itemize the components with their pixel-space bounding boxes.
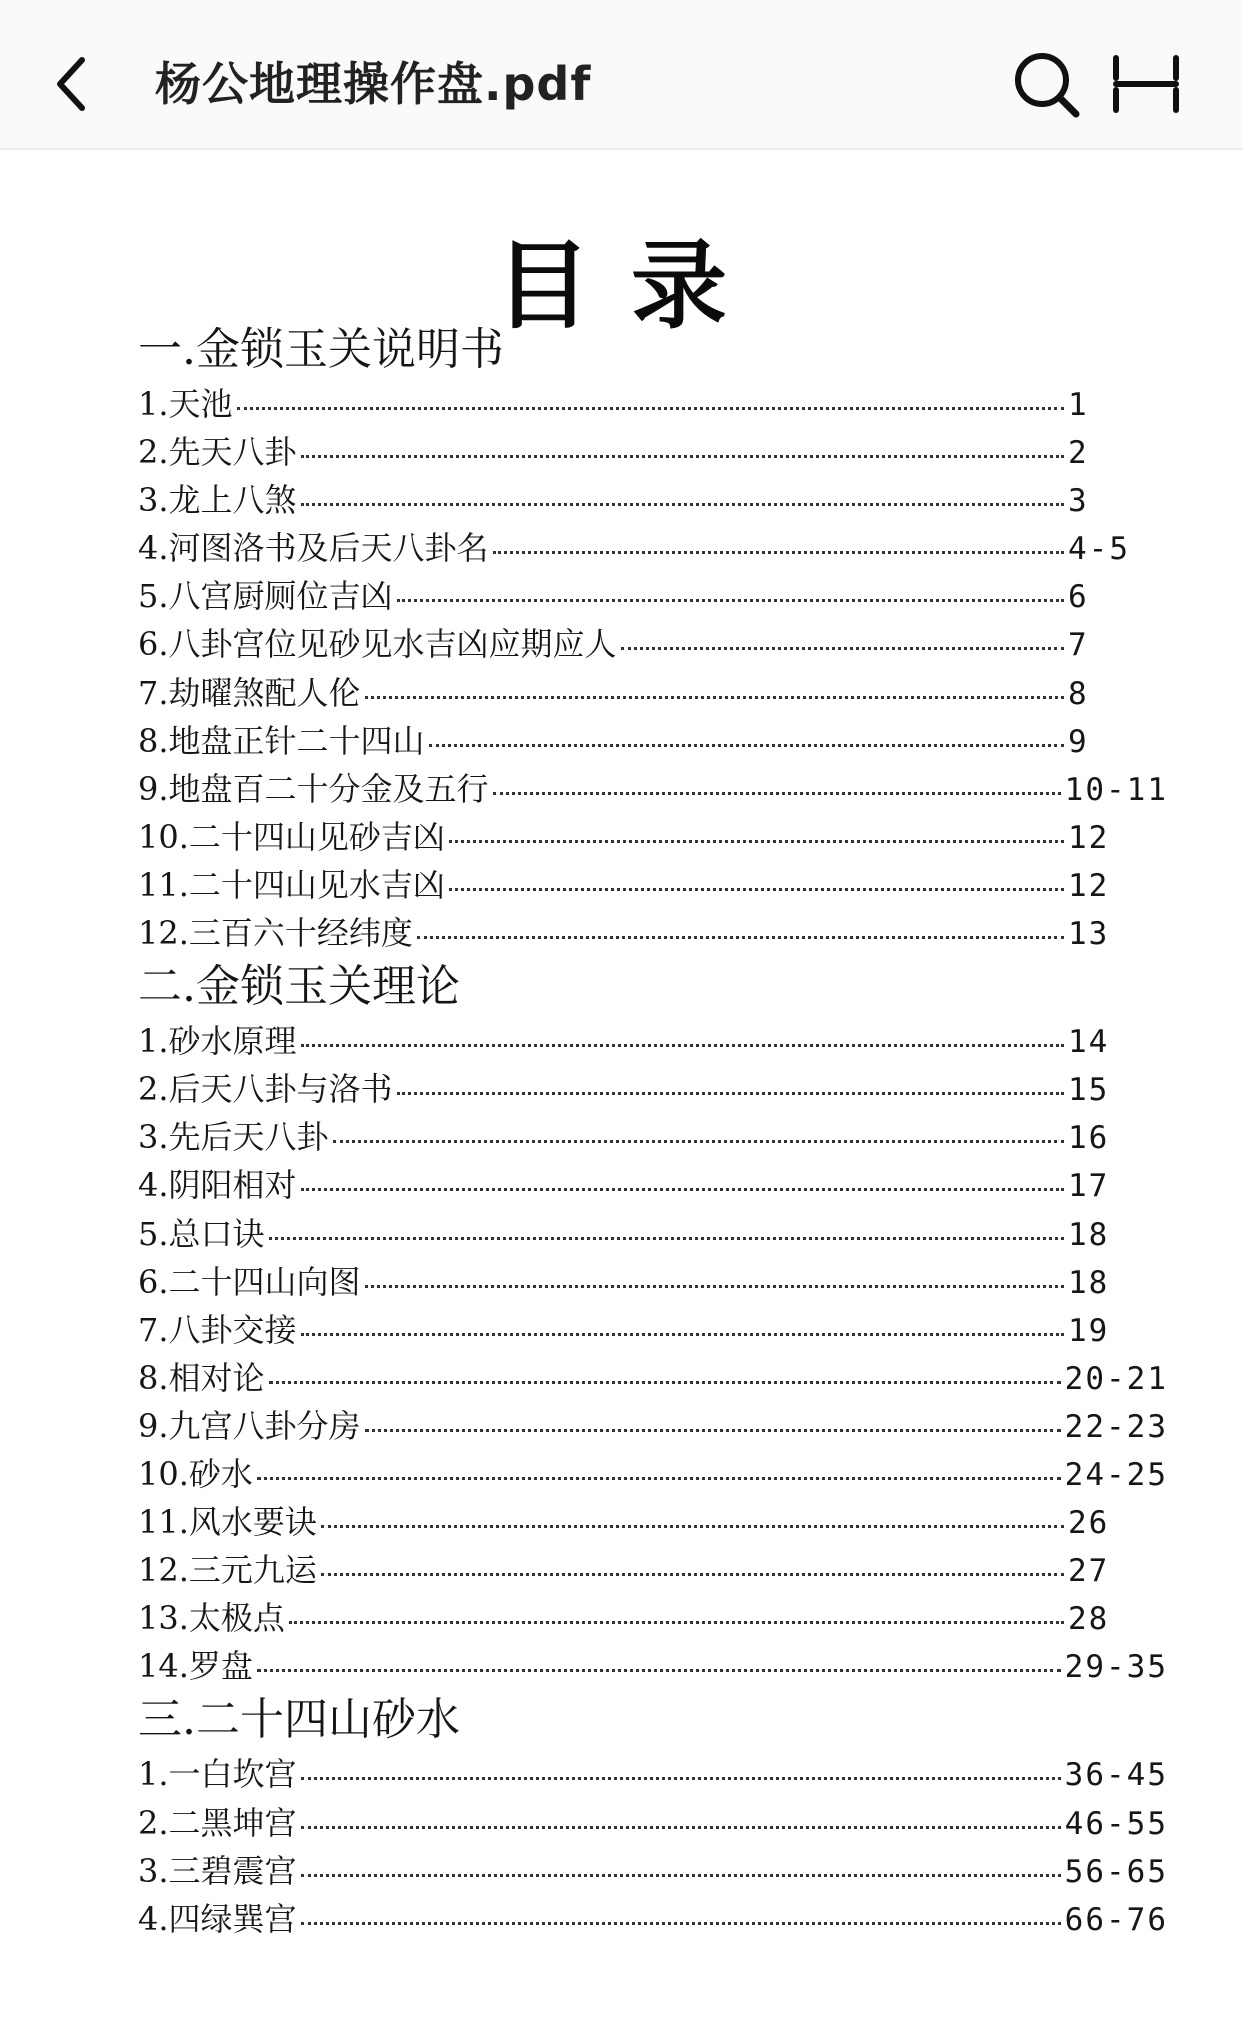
dot-leader	[301, 1306, 1064, 1336]
toc-entry-label: 8.地盘正针二十四山	[138, 721, 425, 760]
toc-entry-page: 18	[1068, 1264, 1110, 1301]
dot-leader	[417, 909, 1064, 939]
dot-leader	[365, 1258, 1064, 1288]
toc-section-title[interactable]: 一.金锁玉关说明书	[138, 324, 504, 375]
toc-entry[interactable]	[138, 1017, 1168, 1065]
toc-entry-page: 22-23	[1064, 1408, 1168, 1445]
toc-entry-label: 7.八卦交接	[138, 1310, 297, 1349]
toc-entry-page: 16	[1068, 1120, 1110, 1157]
toc-entry-label: 11.风水要诀	[138, 1503, 317, 1542]
dot-leader	[321, 1498, 1064, 1528]
toc-entry[interactable]	[138, 717, 1168, 765]
pdf-page	[0, 152, 1242, 2036]
toc-entry-label: 12.三元九运	[138, 1551, 317, 1590]
menu-button[interactable]	[1110, 48, 1182, 120]
dot-leader	[301, 428, 1064, 458]
dot-leader	[621, 620, 1064, 650]
toc-entry-label: 8.相对论	[138, 1358, 265, 1397]
chevron-left-icon	[52, 56, 92, 112]
dot-leader	[257, 1450, 1061, 1480]
toc-entry[interactable]	[138, 909, 1168, 957]
toc-entry[interactable]	[138, 1354, 1168, 1402]
toc-entry-page: 27	[1068, 1553, 1110, 1590]
dot-leader	[301, 1161, 1064, 1191]
toc-entry-page: 18	[1068, 1216, 1110, 1253]
toc-entry-page: 3	[1068, 483, 1089, 520]
toc-entry-page: 12	[1068, 867, 1110, 904]
toc-entry[interactable]	[138, 1402, 1168, 1450]
toc-section-title[interactable]: 二.金锁玉关理论	[138, 961, 460, 1013]
toc-entry-page: 12	[1068, 819, 1110, 856]
dot-leader	[429, 717, 1064, 747]
dot-leader	[269, 1210, 1064, 1240]
dot-leader	[237, 380, 1064, 410]
toc-entry-label: 5.总口诀	[138, 1214, 265, 1253]
toc-entry-page: 46-55	[1064, 1805, 1168, 1842]
page-title: 目录	[495, 229, 767, 342]
toc-section-title[interactable]: 三.二十四山砂水	[138, 1694, 460, 1746]
dot-leader	[301, 1895, 1061, 1925]
search-button[interactable]	[1010, 48, 1082, 120]
toc-entry[interactable]	[138, 1258, 1168, 1306]
toc-entry-label: 14.罗盘	[138, 1647, 253, 1686]
toc-entry[interactable]	[138, 813, 1168, 861]
toc-entry[interactable]	[138, 572, 1168, 620]
toc-entry-label: 12.三百六十经纬度	[138, 914, 413, 953]
dot-leader	[301, 1847, 1061, 1877]
toc-entry[interactable]	[138, 428, 1168, 476]
toc-entry[interactable]	[138, 1546, 1168, 1594]
toc-entry-page: 24-25	[1064, 1456, 1168, 1493]
toc-entry[interactable]	[138, 1065, 1168, 1113]
toc-entry-page: 29-35	[1064, 1649, 1168, 1686]
toc-entry-label: 9.九宫八卦分房	[138, 1406, 361, 1445]
toc-entry-label: 1.砂水原理	[138, 1022, 297, 1061]
toc-entry-label: 11.二十四山见水吉凶	[138, 865, 445, 904]
toc-entry-page: 7	[1068, 627, 1089, 664]
toc-entry-label: 3.先后天八卦	[138, 1118, 329, 1157]
toc-entry-label: 4.阴阳相对	[138, 1166, 297, 1205]
toc-entry-page: 26	[1068, 1505, 1110, 1542]
toc-entry[interactable]	[138, 861, 1168, 909]
dot-leader	[289, 1594, 1064, 1624]
toc-entry[interactable]	[138, 1594, 1168, 1642]
dot-leader	[301, 1799, 1061, 1829]
toc-entry-page: 6	[1068, 579, 1089, 616]
dot-leader	[257, 1642, 1061, 1672]
toc-entry-label: 3.三碧震宫	[138, 1851, 297, 1890]
top-toolbar	[0, 0, 1242, 150]
toc-entry-page: 8	[1068, 675, 1089, 712]
toc-entry-label: 2.先天八卦	[138, 433, 297, 472]
toc-entry-page: 20-21	[1064, 1360, 1168, 1397]
toc-entry-label: 2.二黑坤宫	[138, 1803, 297, 1842]
dot-leader	[397, 1065, 1064, 1095]
toc-entry-page: 28	[1068, 1601, 1110, 1638]
toc-entry-page: 14	[1068, 1024, 1110, 1061]
toc-entry-label: 7.劫曜煞配人伦	[138, 673, 361, 712]
toc-entry[interactable]	[138, 1498, 1168, 1546]
toc-entry[interactable]	[138, 524, 1168, 572]
toc-entry[interactable]	[138, 1113, 1168, 1161]
toc-entry-page: 19	[1068, 1312, 1110, 1349]
toc-entry-label: 13.太极点	[138, 1599, 285, 1638]
toc-entry-label: 6.二十四山向图	[138, 1262, 361, 1301]
dot-leader	[301, 476, 1064, 506]
toc-entry-label: 10.砂水	[138, 1454, 253, 1493]
dot-leader	[449, 813, 1064, 843]
toc-entry-label: 3.龙上八煞	[138, 481, 297, 520]
toc-entry-page: 17	[1068, 1168, 1110, 1205]
toc-entry[interactable]	[138, 380, 1168, 428]
toc-entry[interactable]	[138, 1306, 1168, 1354]
dot-leader	[397, 572, 1064, 602]
toc-entry-label: 10.二十四山见砂吉凶	[138, 817, 445, 856]
search-icon	[1010, 48, 1082, 120]
table-of-contents	[138, 320, 1168, 1943]
dot-leader	[365, 669, 1064, 699]
toc-entry[interactable]	[138, 1450, 1168, 1498]
dot-leader	[321, 1546, 1064, 1576]
toc-entry-page: 2	[1068, 435, 1089, 472]
toc-entry[interactable]	[138, 1847, 1168, 1895]
dot-leader	[493, 765, 1061, 795]
toc-entry-page: 1	[1068, 387, 1089, 423]
toc-entry-page: 13	[1068, 916, 1110, 953]
back-button[interactable]	[40, 40, 110, 130]
toc-entry-label: 2.后天八卦与洛书	[138, 1070, 393, 1109]
toc-entry-page: 36-45	[1064, 1757, 1168, 1794]
dot-leader	[301, 1750, 1061, 1780]
toc-entry[interactable]	[138, 620, 1168, 668]
toc-entry[interactable]	[138, 669, 1168, 717]
dot-leader	[301, 1017, 1064, 1047]
toc-entry[interactable]	[138, 1895, 1168, 1943]
toc-entry-label: 4.河图洛书及后天八卦名	[138, 529, 489, 568]
toc-entry[interactable]	[138, 1750, 1168, 1798]
dot-leader	[333, 1113, 1064, 1143]
toc-entry[interactable]	[138, 1642, 1168, 1690]
toc-entry-label: 1.天池	[138, 385, 233, 423]
toc-entry-page: 56-65	[1064, 1853, 1168, 1890]
document-title: 杨公地理操作盘.pdf	[155, 57, 592, 111]
toc-entry-page: 15	[1068, 1072, 1110, 1109]
toc-entry-label: 6.八卦宫位见砂见水吉凶应期应人	[138, 625, 617, 664]
toc-entry-label: 5.八宫厨厕位吉凶	[138, 577, 393, 616]
dot-leader	[269, 1354, 1061, 1384]
toc-entry[interactable]	[138, 1799, 1168, 1847]
dot-leader	[493, 524, 1064, 554]
toc-entry-label: 9.地盘百二十分金及五行	[138, 769, 489, 808]
dot-leader	[365, 1402, 1061, 1432]
toc-entry-label: 4.四绿巽宫	[138, 1899, 297, 1938]
toc-entry[interactable]	[138, 1210, 1168, 1258]
menu-icon	[1110, 48, 1182, 120]
toc-entry-page: 9	[1068, 723, 1089, 760]
toc-entry-page: 66-76	[1064, 1901, 1168, 1938]
toc-entry-page: 4-5	[1068, 531, 1130, 568]
toc-entry-label: 1.一白坎宫	[138, 1755, 297, 1794]
toc-entry[interactable]	[138, 765, 1168, 813]
dot-leader	[449, 861, 1064, 891]
toc-entry[interactable]	[138, 1161, 1168, 1209]
toc-entry-page: 10-11	[1064, 771, 1168, 808]
toc-entry[interactable]	[138, 476, 1168, 524]
